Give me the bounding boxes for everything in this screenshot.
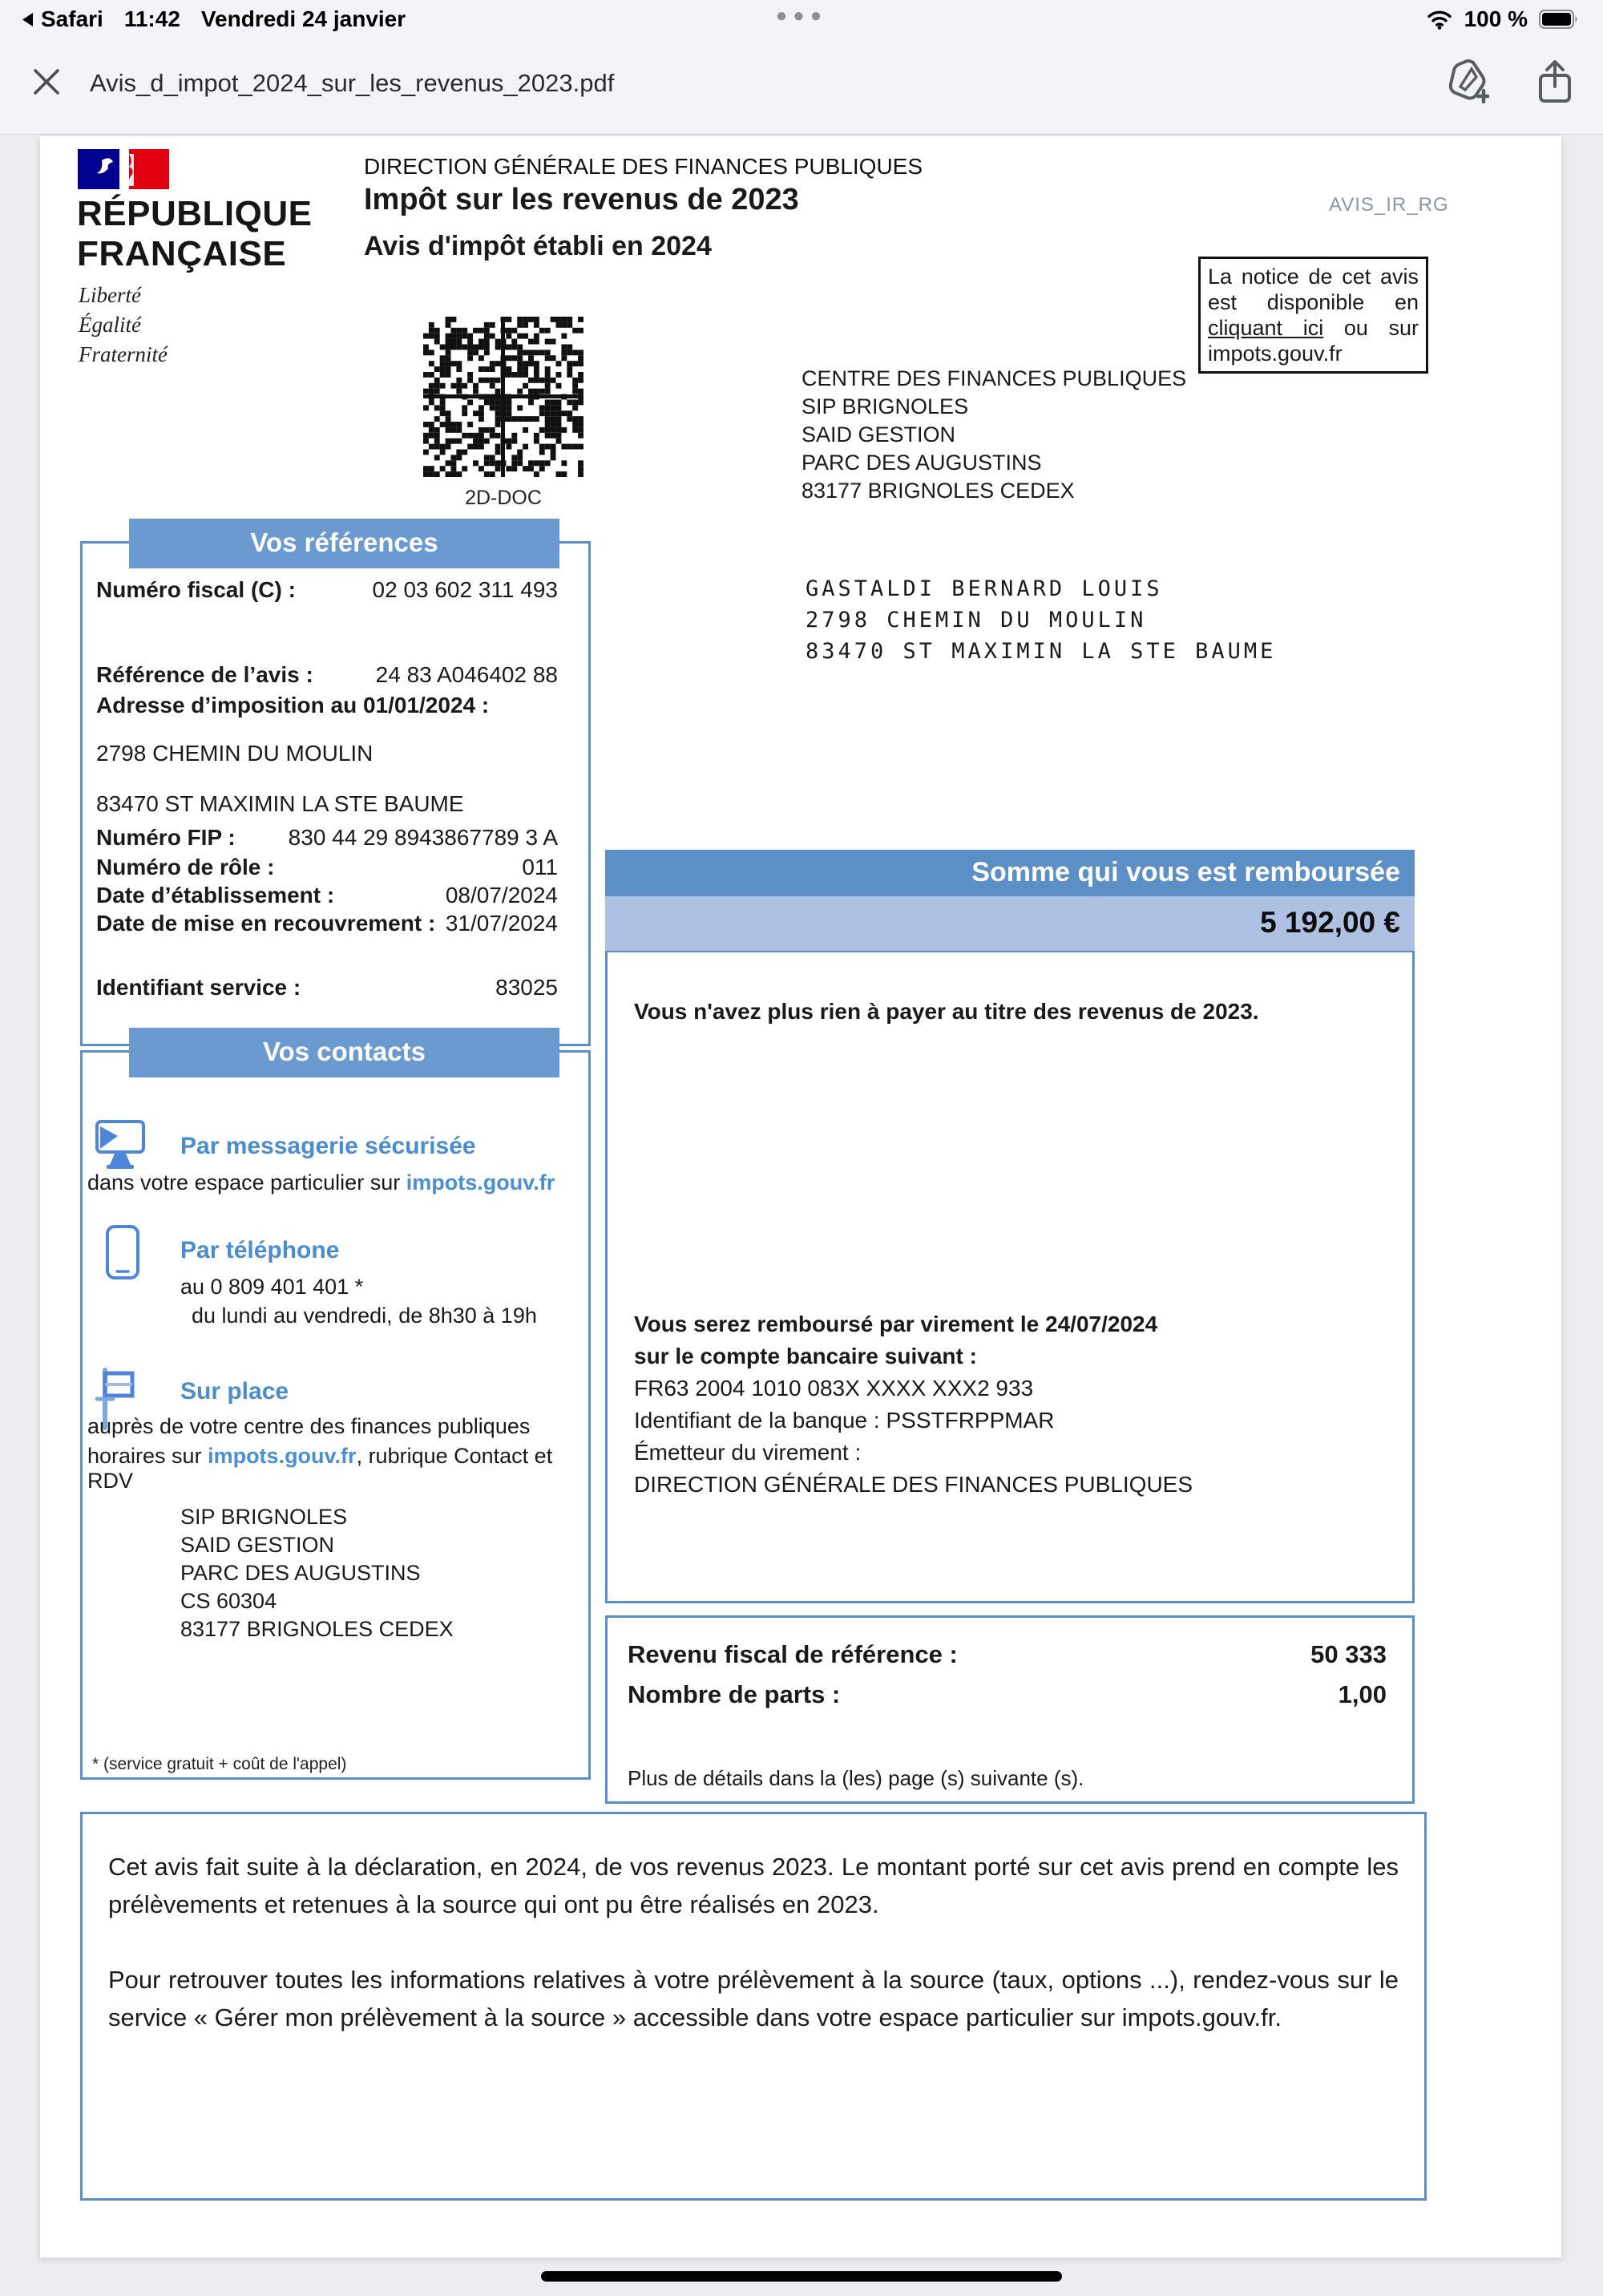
contacts-title: Vos contacts <box>129 1028 559 1077</box>
document-title: Impôt sur les revenus de 2023 <box>364 183 799 216</box>
notice-box <box>1198 257 1428 374</box>
date-recouvrement-row: Date de mise en recouvrement : 31/07/2024 <box>96 911 558 936</box>
refund-header: Somme qui vous est remboursée <box>605 850 1415 896</box>
notice-text-pre: La notice de cet avis est disponible en <box>1208 265 1419 314</box>
references-box <box>80 528 591 1046</box>
reference-avis-row: Référence de l’avis : 24 83 A046402 88 <box>96 662 558 687</box>
no-payment-line: Vous n'avez plus rien à payer au titre des revenus de 2023. <box>634 999 1259 1024</box>
finance-center-address: CENTRE DES FINANCES PUBLIQUES SIP BRIGNOLES SAID GESTION PARC DES AUGUSTINS 83177 BRIGNOLES CEDEX <box>802 366 1187 503</box>
adresse-line2: 83470 ST MAXIMIN LA STE BAUME <box>96 791 464 816</box>
adresse-imposition-label: Adresse d’imposition au 01/01/2024 : <box>96 693 490 718</box>
explanation-box <box>80 1812 1427 2201</box>
impots-gouv-link-surplace[interactable]: impots.gouv.fr <box>208 1444 357 1468</box>
pdf-filename: Avis_d_impot_2024_sur_les_revenus_2023.pdf <box>90 69 615 97</box>
direction-generale-line: DIRECTION GÉNÉRALE DES FINANCES PUBLIQUES <box>364 154 923 179</box>
refund-body <box>605 951 1415 1603</box>
motto: Liberté Égalité Fraternité <box>79 283 168 366</box>
pdf-toolbar <box>0 37 1603 133</box>
markup-button[interactable] <box>1448 59 1489 104</box>
refund-amount: 5 192,00 € <box>605 896 1415 951</box>
notice-text-post: ou sur impots.gouv.fr <box>1208 316 1419 366</box>
2d-doc-label: 2D-DOC <box>465 487 542 509</box>
references-title: Vos références <box>129 519 559 568</box>
wifi-icon <box>1426 9 1453 30</box>
impots-gouv-link-messagerie[interactable]: impots.gouv.fr <box>406 1170 555 1194</box>
2d-doc-barcode <box>423 317 583 477</box>
status-bar <box>0 0 1603 37</box>
document-code: AVIS_IR_RG <box>1329 194 1449 216</box>
document-subtitle: Avis d'impôt établi en 2024 <box>364 231 712 261</box>
notice-click-here-link[interactable]: cliquant ici <box>1208 316 1324 340</box>
numero-role-row: Numéro de rôle : 011 <box>96 855 558 879</box>
home-indicator[interactable] <box>541 2271 1062 2282</box>
bank-transfer-block: Vous serez remboursé par virement le 24/07/2024 sur le compte bancaire suivant : FR63 2004 1010 083X XXXX XXX2 933 Identifiant de la banque : PSSTFRPPMAR Émetteur du virement : DIRECTION GÉNÉRALE DES FINANCES PUBLIQUES <box>634 1312 1193 1497</box>
status-time: 11:42 <box>123 6 180 31</box>
share-button[interactable] <box>1534 59 1576 104</box>
battery-percent: 100 % <box>1464 6 1528 31</box>
status-right <box>1426 6 1579 32</box>
sur-place-line2: horaires sur impots.gouv.fr, rubrique Contact et RDV <box>87 1444 553 1493</box>
sur-place-heading: Sur place <box>180 1378 289 1405</box>
close-button[interactable] <box>30 66 63 98</box>
telephone-icon <box>105 1224 140 1280</box>
parts-row: Nombre de parts : 1,00 <box>628 1680 1387 1708</box>
messagerie-heading: Par messagerie sécurisée <box>180 1133 476 1159</box>
battery-icon <box>1539 10 1579 29</box>
fiscal-box <box>605 1615 1415 1804</box>
contact-office-address: SIP BRIGNOLES SAID GESTION PARC DES AUGUSTINS CS 60304 83177 BRIGNOLES CEDEX <box>180 1505 454 1641</box>
republique-francaise-logo-icon <box>78 149 174 189</box>
more-details-line: Plus de détails dans la (les) page (s) suivante (s). <box>628 1766 1084 1790</box>
recipient-address: GASTALDI BERNARD LOUIS 2798 CHEMIN DU MOULIN 83470 ST MAXIMIN LA STE BAUME <box>806 576 1277 664</box>
browser-chrome <box>0 0 1603 135</box>
numero-fiscal-row: Numéro fiscal (C) : 02 03 602 311 493 <box>96 577 558 602</box>
telephone-hours: du lundi au vendredi, de 8h30 à 19h <box>192 1304 537 1328</box>
phone-footnote: * (service gratuit + coût de l'appel) <box>92 1755 347 1773</box>
adresse-line1: 2798 CHEMIN DU MOULIN <box>96 741 373 766</box>
republique-wordmark: RÉPUBLIQUE FRANÇAISE <box>77 194 313 273</box>
date-etablissement-row: Date d’établissement : 08/07/2024 <box>96 883 558 907</box>
telephone-number: au 0 809 401 401 * <box>180 1275 364 1299</box>
telephone-heading: Par téléphone <box>180 1237 340 1263</box>
pdf-page <box>40 136 1561 2258</box>
numero-fip-row: Numéro FIP : 830 44 29 8943867789 3 A <box>96 825 558 850</box>
status-center-dots[interactable]: ●●● <box>775 5 828 26</box>
sur-place-line1: auprès de votre centre des finances publiques <box>87 1414 531 1438</box>
rfr-row: Revenu fiscal de référence : 50 333 <box>628 1640 1387 1668</box>
contacts-box <box>80 1037 591 1780</box>
secure-messaging-icon <box>94 1120 147 1170</box>
identifiant-service-row: Identifiant service : 83025 <box>96 975 558 1000</box>
status-date: Vendredi 24 janvier <box>200 6 406 31</box>
explanation-paragraph-1: Cet avis fait suite à la déclaration, en 2024, de vos revenus 2023. Le montant porté sur cet avis prend en compte les prélèvements et retenues à la source qui ont pu être réalisés en 2023. <box>108 1853 1399 1918</box>
messagerie-line: dans votre espace particulier sur impots.gouv.fr <box>87 1170 555 1194</box>
explanation-paragraph-2: Pour retrouver toutes les informations relatives à votre prélèvement à la source (taux, options ...), rendez-vous sur le service « Gérer mon prélèvement à la source » accessible dans votre espace particulier sur impots.gouv.fr. <box>108 1966 1399 2031</box>
back-app-label[interactable]: Safari <box>41 6 103 31</box>
